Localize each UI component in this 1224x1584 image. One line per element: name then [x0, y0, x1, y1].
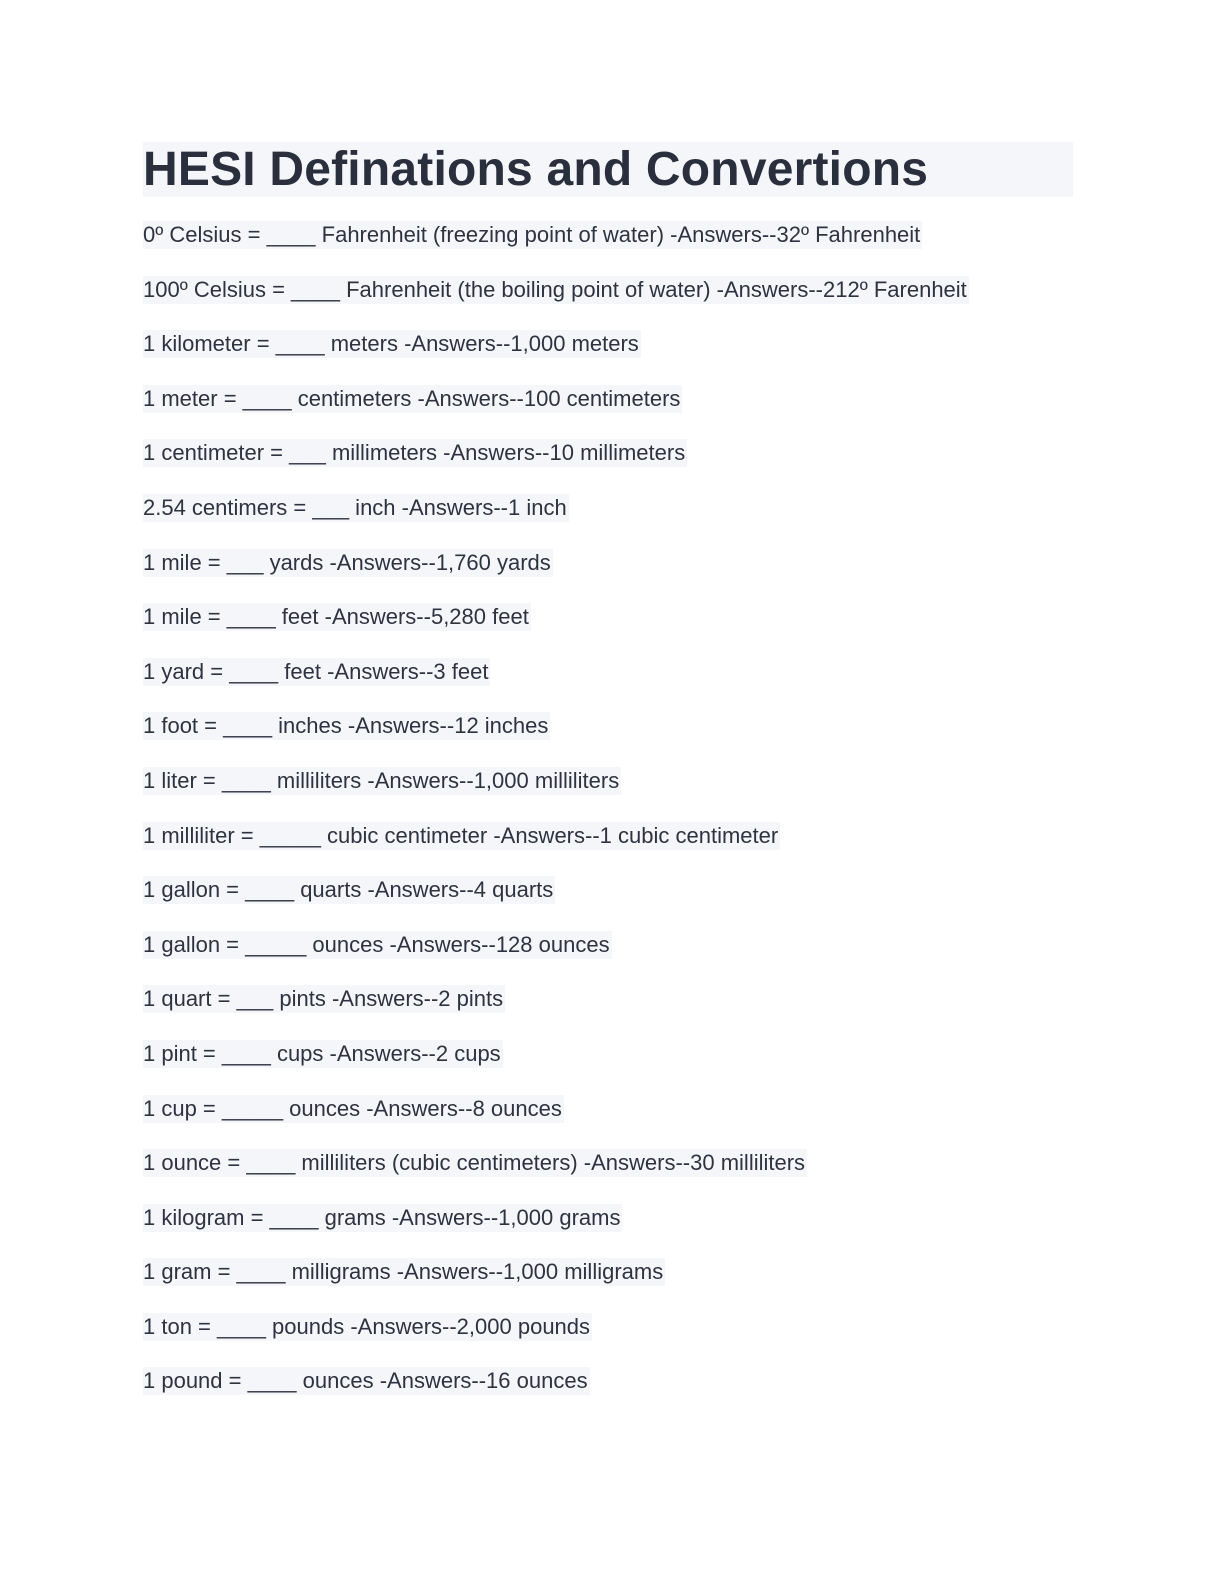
list-item: [143, 385, 1073, 440]
conversion-text: 0º Celsius = ____ Fahrenheit (freezing point of water) -Answers--32º Fahrenheit: [143, 222, 921, 247]
conversion-text: 1 pint = ____ cups -Answers--2 cups: [143, 1040, 501, 1066]
conversion-text: 100º Celsius = ____ Fahrenheit (the boiling point of water) -Answers--212º Farenheit: [143, 276, 967, 302]
document-page: [143, 142, 1073, 1398]
list-item: [143, 1258, 1073, 1313]
list-item: [143, 276, 1073, 331]
conversion-text: 1 yard = ____ feet -Answers--3 feet: [143, 658, 489, 684]
conversion-text: 1 milliliter = _____ cubic centimeter -Answers--1 cubic centimeter: [143, 822, 779, 848]
list-item: [143, 658, 1073, 713]
conversion-text: 1 mile = ___ yards -Answers--1,760 yards: [143, 549, 551, 575]
list-item: [143, 1204, 1073, 1259]
list-item: [143, 822, 1073, 877]
list-item: [143, 1313, 1073, 1368]
list-item: [143, 712, 1073, 767]
list-item: [143, 1149, 1073, 1204]
conversion-text: 1 foot = ____ inches -Answers--12 inches: [143, 713, 549, 739]
conversion-text: 1 ounce = ____ milliliters (cubic centimeters) -Answers--30 milliliters: [143, 1150, 806, 1176]
conversion-text: 2.54 centimers = ___ inch -Answers--1 inch: [143, 494, 567, 520]
conversion-text: 1 gallon = _____ ounces -Answers--128 ounces: [143, 931, 610, 957]
list-item: [143, 931, 1073, 986]
list-item: [143, 221, 1073, 276]
conversion-text: 1 centimeter = ___ millimeters -Answers--10 millimeters: [143, 440, 686, 466]
conversion-text: 1 ton = ____ pounds -Answers--2,000 pounds: [143, 1313, 591, 1339]
conversion-text: 1 mile = ____ feet -Answers--5,280 feet: [143, 604, 529, 630]
page-title: HESI Definations and Convertions: [143, 142, 1073, 197]
list-item: [143, 439, 1073, 494]
list-item: [143, 330, 1073, 385]
list-item: [143, 985, 1073, 1040]
conversion-text: 1 gallon = ____ quarts -Answers--4 quarts: [143, 877, 554, 903]
list-item: [143, 767, 1073, 822]
conversion-text: 1 quart = ___ pints -Answers--2 pints: [143, 986, 504, 1012]
conversion-text: 1 kilometer = ____ meters -Answers--1,000 meters: [143, 331, 639, 357]
conversion-text: 1 kilogram = ____ grams -Answers--1,000 grams: [143, 1204, 621, 1230]
list-item: [143, 1095, 1073, 1150]
list-item: [143, 1040, 1073, 1095]
conversion-list: [143, 221, 1073, 1422]
list-item: [143, 1367, 1073, 1422]
conversion-text: 1 meter = ____ centimeters -Answers--100 centimeters: [143, 385, 681, 411]
conversion-text: 1 cup = _____ ounces -Answers--8 ounces: [143, 1095, 562, 1121]
list-item: [143, 603, 1073, 658]
list-item: [143, 876, 1073, 931]
conversion-text: 1 pound = ____ ounces -Answers--16 ounces: [143, 1368, 588, 1394]
conversion-text: 1 liter = ____ milliliters -Answers--1,000 milliliters: [143, 767, 620, 793]
conversion-text: 1 gram = ____ milligrams -Answers--1,000 milligrams: [143, 1259, 664, 1285]
list-item: [143, 494, 1073, 549]
list-item: [143, 549, 1073, 604]
